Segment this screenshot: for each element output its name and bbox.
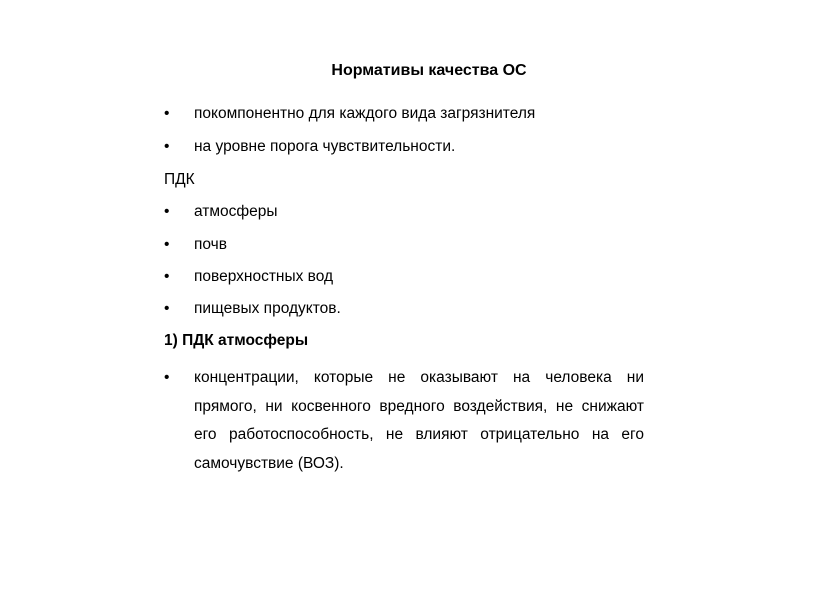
list-item-text: пищевых продуктов. [194,300,341,317]
list-item [164,235,227,255]
list-item-text: на уровне порога чувствительности. [194,138,456,155]
bullet-icon: • [164,268,170,285]
page-title: Нормативы качества ОС [331,62,527,79]
bullet-icon: • [164,369,170,386]
list-item [164,137,455,157]
list-item-text: поверхностных вод [194,268,334,285]
section-heading: 1) ПДК атмосферы [164,332,309,349]
bullet-icon: • [164,105,170,122]
bullet-icon: • [164,138,170,155]
list-item-text: покомпонентно для каждого вида загрязнителя [194,105,536,122]
list-item-text: почв [194,236,227,253]
bullet-icon: • [164,203,170,220]
list-item [164,202,278,222]
definition-text: концентрации, которые не оказывают на человека ни прямого, ни косвенного вредного воздействия, не снижают его работоспособность, не влияют отрицательно на его самочувствие (ВОЗ). [194,369,644,472]
bullet-icon: • [164,236,170,253]
list-item-text: атмосферы [194,203,278,220]
pdk-heading: ПДК [164,171,195,188]
definition-paragraph [164,364,644,478]
bullet-icon: • [164,300,170,317]
list-item [164,299,341,319]
list-item [164,267,333,287]
list-item [164,104,535,124]
